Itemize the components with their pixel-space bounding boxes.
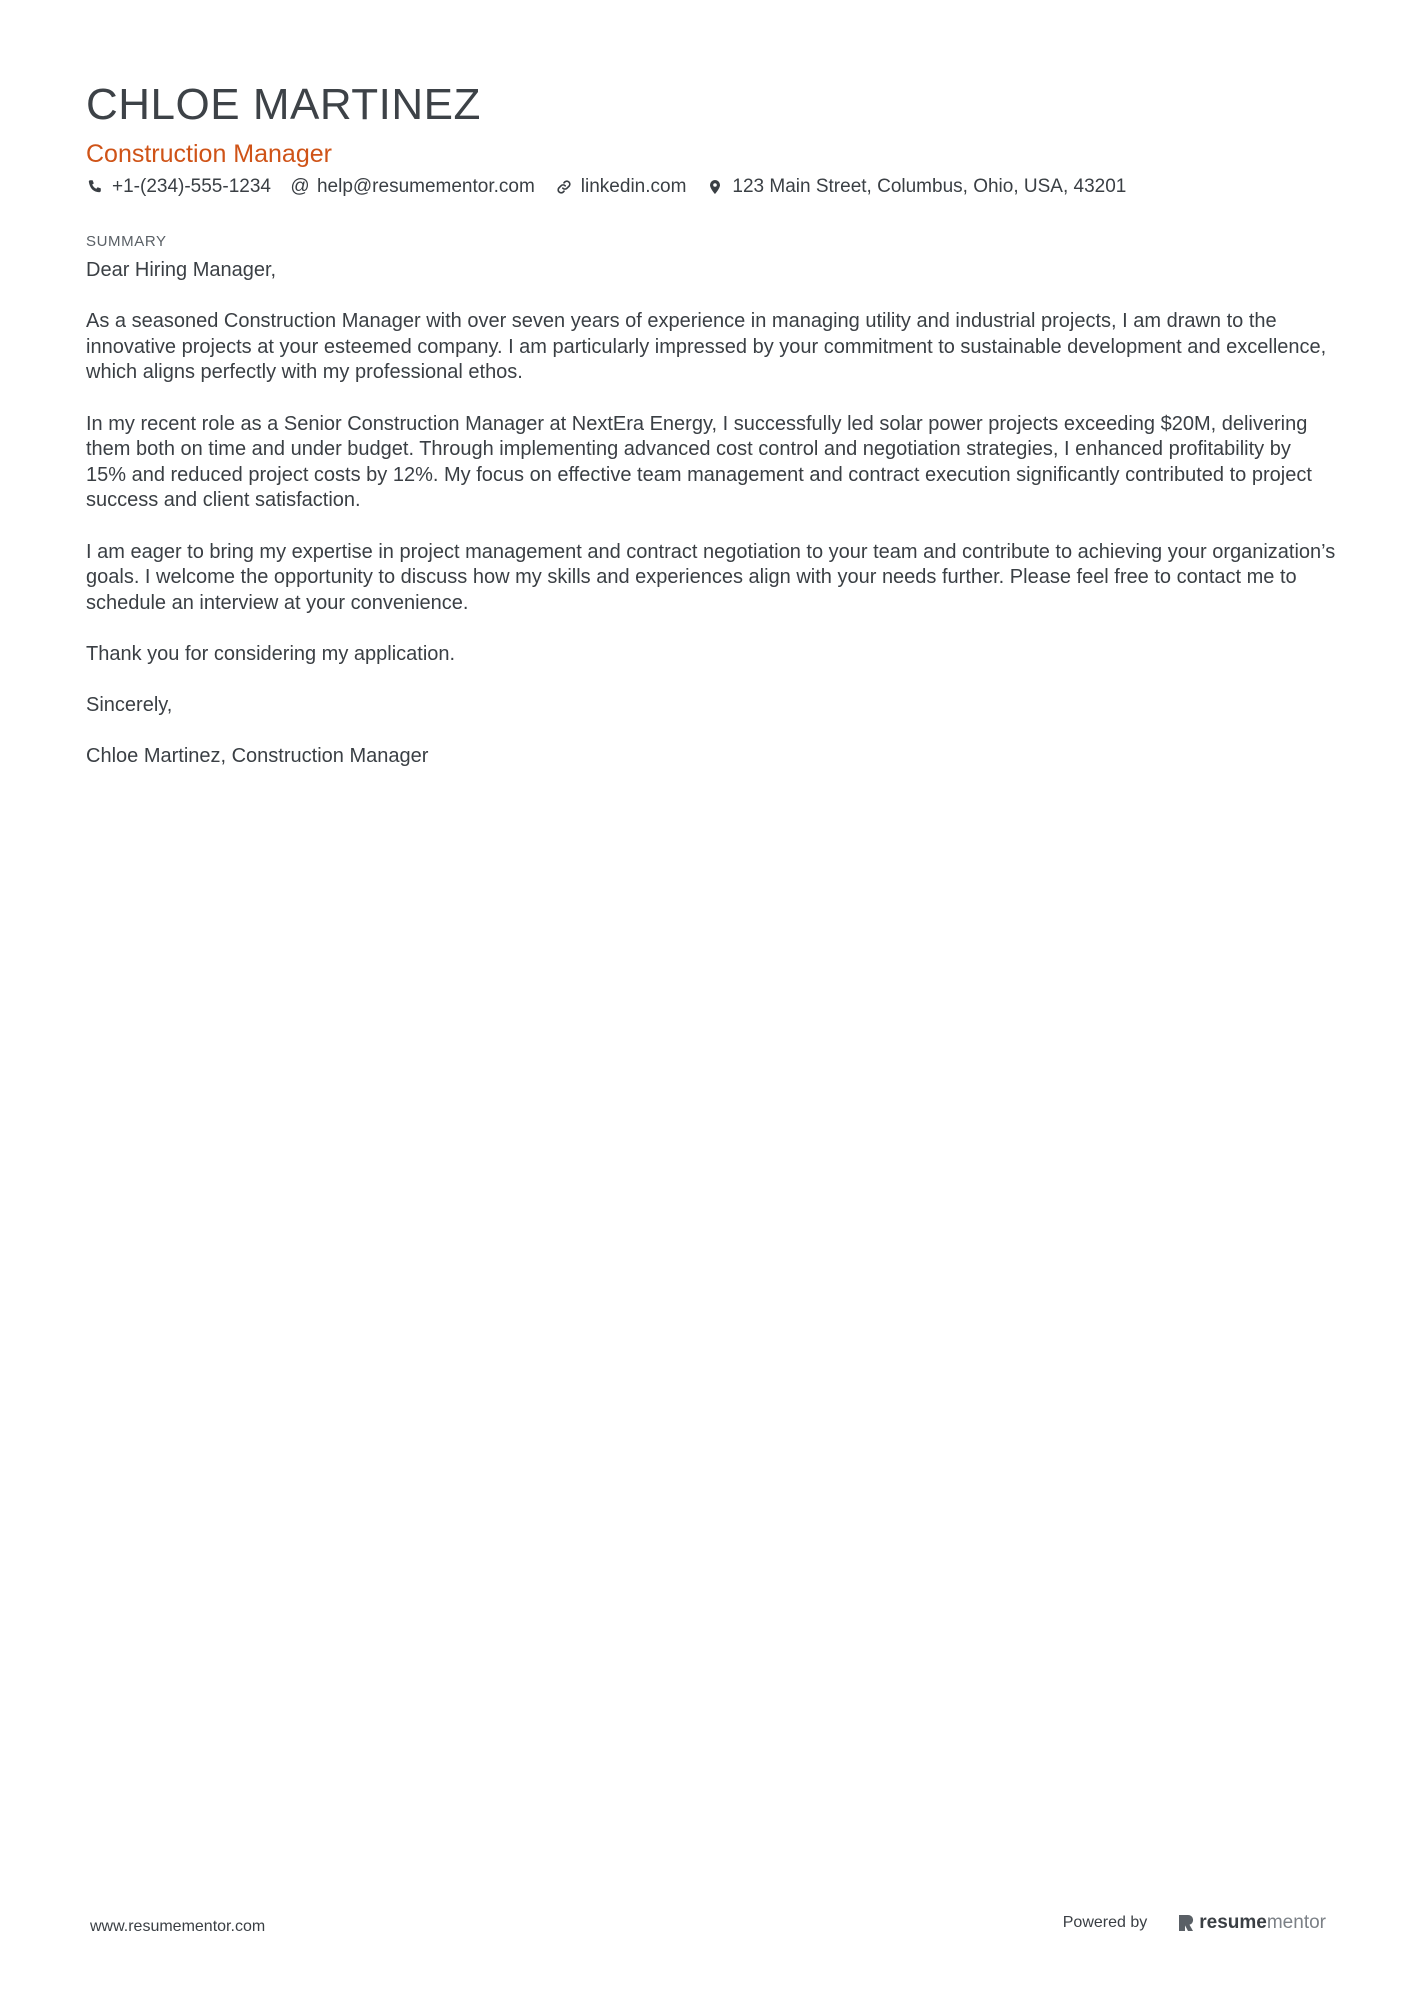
letter-paragraph: As a seasoned Construction Manager with over seven years of experience in managing utility and industrial projects, I am drawn to the innovative projects at your esteemed company. I am particularly impressed by your commitment to sustainable development and excellence, which aligns perfectly with my professional ethos. (86, 310, 1327, 384)
signature: Chloe Martinez, Construction Manager (86, 745, 429, 768)
brand-name-bold: resume (1199, 1912, 1267, 1933)
powered-by-text: Powered by (1062, 1914, 1148, 1931)
contact-phone (86, 174, 271, 200)
address-text: 123 Main Street, Columbus, Ohio, USA, 43201 (732, 176, 1127, 197)
phone-text[interactable]: +1-(234)-555-1234 (112, 176, 271, 197)
contact-bar (86, 174, 1336, 200)
letter-paragraph: In my recent role as a Senior Construction Manager at NextEra Energy, I successfully led solar power projects exceeding $20M, delivering them both on time and under budget. Through implementing advanced cost control and negotiation strategies, I enhanced profitability by 15% and reduced project costs by 12%. My focus on effective team management and contract execution significantly contributed to project success and client satisfaction. (86, 412, 1312, 512)
footer-branding (1063, 1912, 1326, 1934)
letter-body (86, 258, 1336, 770)
contact-linkedin (555, 174, 687, 200)
summary-heading: SUMMARY (86, 233, 167, 250)
contact-email (291, 174, 535, 200)
location-pin-icon (706, 178, 724, 196)
letter-paragraph: Thank you for considering my application. (86, 642, 456, 665)
email-text[interactable]: help@resumementor.com (316, 176, 535, 197)
brand-logo[interactable] (1177, 1912, 1326, 1934)
letter-paragraph: I am eager to bring my expertise in project management and contract negotiation to your team and contribute to achieving your organization’s goals. I welcome the opportunity to discuss how my skills and experiences align with your needs further. Please feel free to contact me to schedule an interview at your convenience. (86, 540, 1336, 614)
resumementor-logo-icon (1177, 1913, 1195, 1933)
phone-icon (86, 178, 104, 196)
link-icon (555, 178, 573, 196)
brand-name-light: mentor (1266, 1912, 1326, 1933)
closing: Sincerely, (86, 694, 173, 717)
contact-address (706, 174, 1126, 200)
cover-letter-page (86, 80, 1336, 795)
job-title: Construction Manager (86, 140, 332, 168)
footer-website[interactable]: www.resumementor.com (90, 1918, 266, 1935)
candidate-name: CHLOE MARTINEZ (86, 80, 481, 129)
at-icon: @ (290, 176, 310, 197)
salutation: Dear Hiring Manager, (86, 259, 277, 281)
linkedin-text[interactable]: linkedin.com (580, 176, 687, 197)
